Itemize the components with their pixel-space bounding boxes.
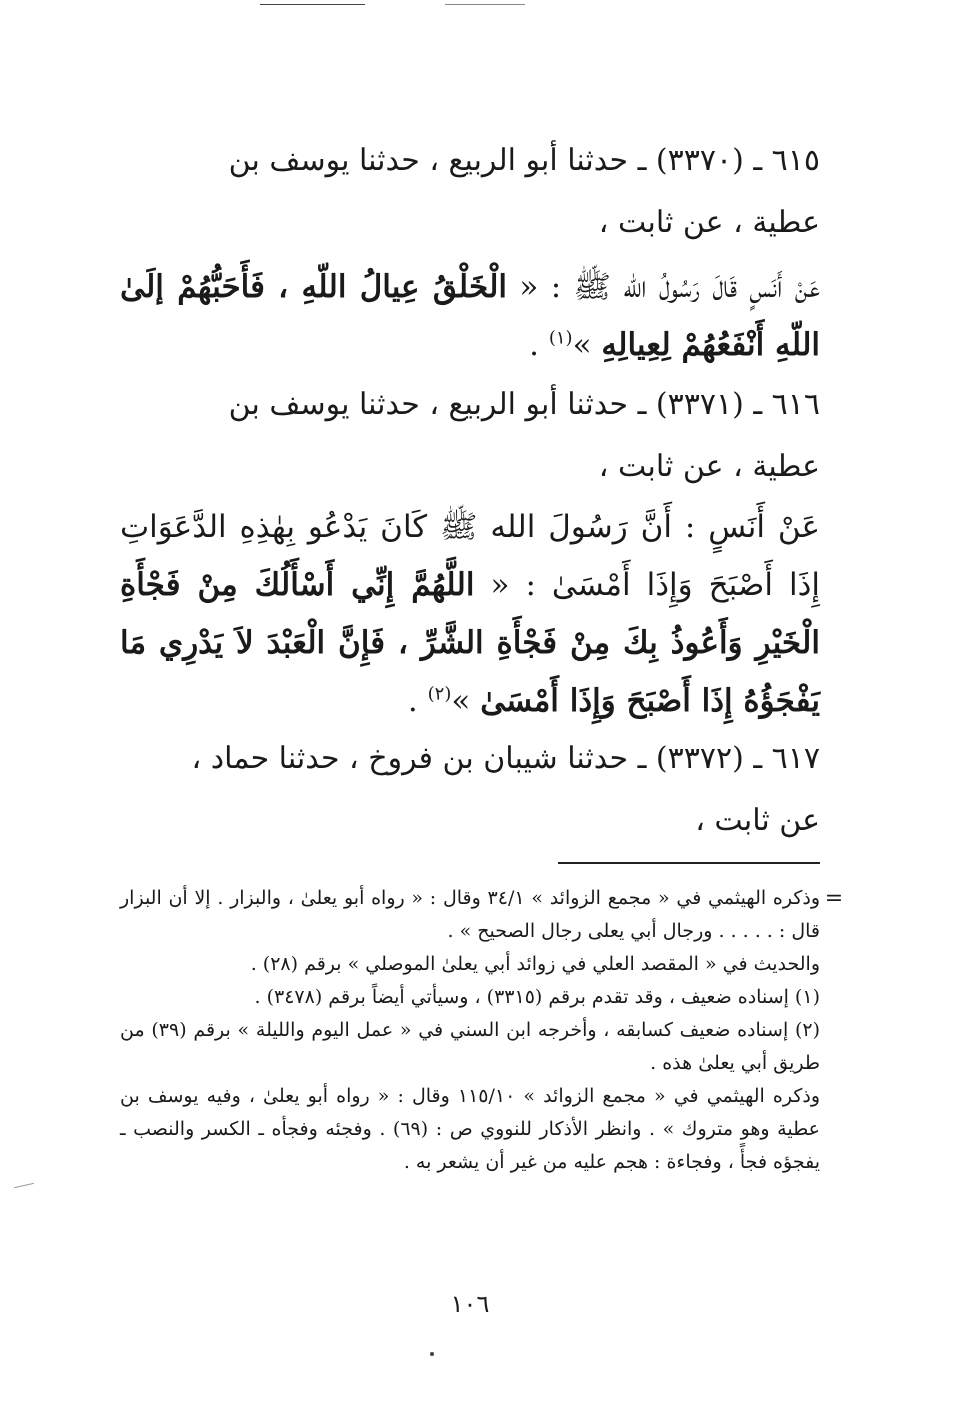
hadith-616-close-quote: » bbox=[451, 683, 471, 719]
hadith-615-chain-line1: ٦١٥ ـ (٣٣٧٠) ـ حدثنا أبو الربيع ، حدثنا يوسف بن bbox=[228, 143, 820, 178]
margin-mark bbox=[14, 1183, 34, 1188]
hadith-615-chain-line2: عطية ، عن ثابت ، bbox=[598, 205, 820, 240]
hadith-615-text bbox=[120, 258, 820, 374]
page-number: ١٠٦ bbox=[450, 1290, 490, 1318]
hadith-616-text bbox=[120, 498, 820, 730]
footnotes bbox=[120, 882, 844, 1179]
document-page bbox=[120, 0, 844, 1411]
hadith-616-chain bbox=[120, 374, 820, 498]
footnote-continuation-mark: = bbox=[824, 886, 844, 911]
footnote-ref-1: (١) bbox=[548, 327, 573, 349]
hadith-617-chain-line1: ٦١٧ ـ (٣٣٧٢) ـ حدثنا شيبان بن فروخ ، حدثنا حماد ، bbox=[191, 741, 820, 776]
hadith-617-chain bbox=[120, 728, 820, 852]
footnote-paragraph: والحديث في « المقصد العلي في زوائد أبي يعلىٰ الموصلي » برقم (٢٨) . bbox=[250, 953, 820, 975]
scan-speck bbox=[430, 1352, 434, 1356]
hadith-616-chain-line2: عطية ، عن ثابت ، bbox=[598, 449, 820, 484]
hadith-616-end: . bbox=[407, 683, 428, 719]
footnote-2: (٢) إسناده ضعيف كسابقه ، وأخرجه ابن السني في « عمل اليوم والليلة » برقم (٣٩) من طريق أبي يعلىٰ هذه . bbox=[120, 1019, 821, 1074]
hadith-616-intro: عَنْ أَنَسٍ : أَنَّ رَسُولَ الله ﷺ كَانَ يَدْعُو بِهٰذِهِ الدَّعَوَاتِ إِذَا أَصْبَحَ وَإِذَا أَمْسَىٰ : « bbox=[120, 509, 820, 603]
hadith-615-end: . bbox=[529, 327, 549, 363]
hadith-617-chain-line2: عن ثابت ، bbox=[695, 803, 820, 838]
footnote-paragraph: وذكره الهيثمي في « مجمع الزوائد » ٣٤/١ وقال : « رواه أبو يعلىٰ ، والبزار . إلا أن البزار قال : . . . . . ورجال أبي يعلى رجال الصحيح » . bbox=[120, 887, 821, 942]
hadith-615-close-quote: » bbox=[572, 327, 592, 363]
hadith-615-chain bbox=[120, 130, 820, 254]
footnote-separator bbox=[558, 862, 820, 864]
hadith-616-chain-line1: ٦١٦ ـ (٣٣٧١) ـ حدثنا أبو الربيع ، حدثنا يوسف بن bbox=[228, 387, 820, 422]
footnote-1: (١) إسناده ضعيف ، وقد تقدم برقم (٣٣١٥) ، وسيأتي أيضاً برقم (٣٤٧٨) . bbox=[254, 986, 820, 1008]
hadith-615-bold-text: الْخَلْقُ عِيالُ اللّهِ ، فَأَحَبُّهُمْ إلَىٰ اللّهِ أَنْفَعُهُمْ لِعِيالِهِ bbox=[120, 269, 820, 363]
footnote-paragraph: وذكره الهيثمي في « مجمع الزوائد » ١١٥/١٠ وقال : « رواه أبو يعلىٰ ، وفيه يوسف بن عطية وهو متروك » . وانظر الأذكار للنووي ص : (٦٩) . وفجئه وفجأه ـ الكسر والنصب ـ يفجؤه فجأً ، وفجاءة : هجم عليه من غير أن يشعر به . bbox=[120, 1085, 821, 1173]
hadith-615-intro: عَنْ أَنَسٍ قَالَ رَسُولُ الله ﷺ : « bbox=[519, 269, 821, 305]
hadith-616-bold-text: اللَّهُمَّ إِنِّي أَسْأَلُكَ مِنْ فَجْأَةِ الْخَيْرِ وَأَعُوذُ بِكَ مِنْ فَجْأَةِ الشَّرِّ ، فَإِنَّ الْعَبْدَ لاَ يَدْرِي مَا يَفْجَؤُهُ إِذَا أَصْبَحَ وَإِذَا أَمْسَىٰ bbox=[120, 567, 820, 719]
footnote-ref-2: (٢) bbox=[427, 683, 452, 705]
